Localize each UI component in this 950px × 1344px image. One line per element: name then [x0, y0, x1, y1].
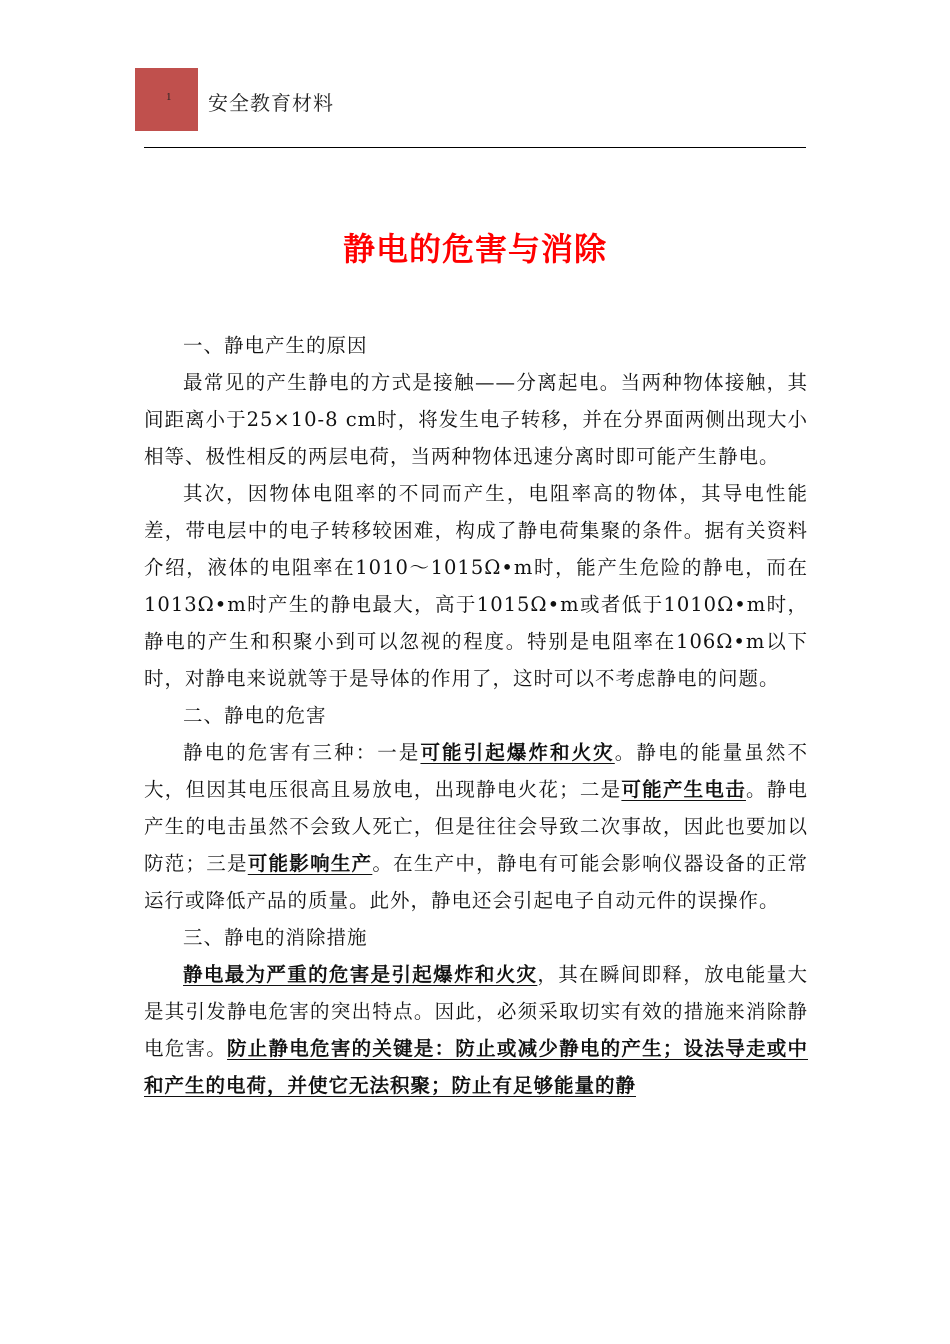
text-run: 静电的危害有三种：一是 [183, 741, 421, 764]
text-run: 。静电的能量虽然不大，但因其电压很高且易放电，出现静电火花；二是 [144, 741, 808, 801]
emphasis-most-serious-hazard: 静电最为严重的危害是引起爆炸和火灾 [183, 963, 538, 986]
header-divider [144, 147, 806, 148]
paragraph-measures [144, 956, 808, 1104]
emphasis-affect-production: 可能影响生产 [247, 852, 373, 875]
section-heading-3: 三、静电的消除措施 [183, 926, 368, 949]
paragraph: 最常见的产生静电的方式是接触——分离起电。当两种物体接触，其间距离小于25×10-8 cm时，将发生电子转移，并在分界面两侧出现大小相等、极性相反的两层电荷，当两种物体迅速分离时即可能产生静电。 [144, 371, 808, 468]
header-title: 安全教育材料 [208, 91, 334, 115]
section-heading-2: 二、静电的危害 [183, 704, 327, 727]
emphasis-electric-shock: 可能产生电击 [621, 778, 746, 801]
emphasis-explosion-fire: 可能引起爆炸和火灾 [420, 741, 615, 764]
text-run: ，其在瞬间即释，放电能量大是其引发静电危害的突出特点。因此，必须采取切实有效的措施来消除静电危害。 [144, 963, 808, 1060]
section-heading-1: 一、静电产生的原因 [183, 334, 368, 357]
text-run: 。静电产生的电击虽然不会致人死亡，但是往往会导致二次事故，因此也要加以防范；三是 [144, 778, 808, 875]
text-run: 。在生产中，静电有可能会影响仪器设备的正常运行或降低产品的质量。此外，静电还会引起电子自动元件的误操作。 [144, 852, 808, 912]
emphasis-prevention-key: 防止静电危害的关键是：防止或减少静电的产生；设法导走或中和产生的电荷，并使它无法积聚；防止有足够能量的静 [144, 1037, 808, 1097]
paragraph: 其次，因物体电阻率的不同而产生，电阻率高的物体，其导电性能差，带电层中的电子转移较困难，构成了静电荷集聚的条件。据有关资料介绍，液体的电阻率在1010～1015Ω•m时，能产生危险的静电，而在1013Ω•m时产生的静电最大，高于1015Ω•m或者低于1010Ω•m时，静电的产生和积聚小到可以忽视的程度。特别是电阻率在106Ω•m以下时，对静电来说就等于是导体的作用了，这时可以不考虑静电的问题。 [144, 482, 808, 690]
document-title: 静电的危害与消除 [342, 230, 607, 268]
page-number: 1 [166, 91, 172, 103]
paragraph-hazards [144, 734, 808, 919]
document-body [144, 327, 808, 1104]
